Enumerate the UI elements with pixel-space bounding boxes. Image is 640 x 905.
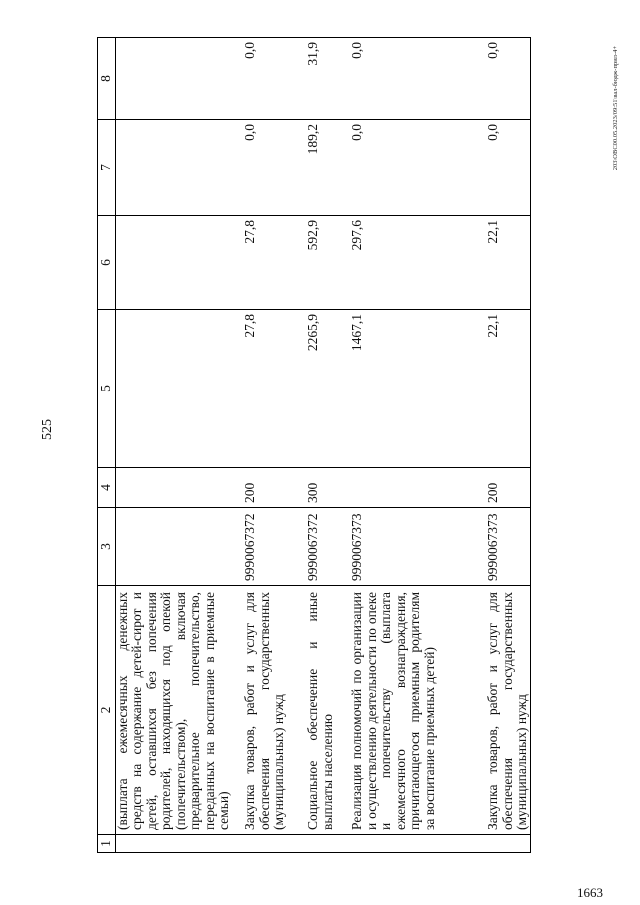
table-cell-value: 27,8	[243, 310, 306, 468]
budget-table-rotated	[97, 38, 562, 853]
table-row	[306, 38, 350, 853]
table-cell-value: 189,2	[306, 120, 350, 216]
table-cell-description: (выплата ежемесячных денежных средств на содержание детей-сирот и детей, оставшихся без попечения родителей, находящихся под опекой (попечительством), включая предварительное попечительство, переданных на воспитание в приемные семьи)	[115, 586, 243, 835]
table-cell-code: 9990067372	[243, 508, 306, 586]
column-header: 5	[98, 310, 116, 468]
column-header: 8	[98, 38, 116, 120]
column-header: 3	[98, 508, 116, 586]
table-cell	[243, 835, 306, 853]
column-header: 1	[98, 835, 116, 853]
table-cell-value: 2265,9	[306, 310, 350, 468]
table-row	[115, 38, 243, 853]
table-cell-value: 0,0	[350, 120, 486, 216]
table-cell-code: 9990067373	[486, 508, 530, 586]
table-cell-type	[115, 468, 243, 508]
table-row	[243, 38, 306, 853]
column-header: 7	[98, 120, 116, 216]
page-number-footer: 1663	[577, 885, 603, 900]
page-number-header: 525	[40, 419, 55, 440]
table-cell-value: 22,1	[486, 310, 530, 468]
table-cell-value: 0,0	[486, 120, 530, 216]
table-cell-value: 0,0	[243, 38, 306, 120]
table-cell-value	[115, 38, 243, 120]
table-cell	[486, 835, 530, 853]
table-cell-value	[115, 310, 243, 468]
table-cell-code: 9990067373	[350, 508, 486, 586]
column-header: 6	[98, 216, 116, 310]
table-cell-value: 0,0	[350, 38, 486, 120]
column-header: 2	[98, 586, 116, 835]
table-cell	[115, 835, 243, 853]
budget-table	[97, 37, 531, 853]
table-cell-value: 592,9	[306, 216, 350, 310]
table-cell-value: 0,0	[486, 38, 530, 120]
table-header-row	[98, 38, 116, 853]
table-cell-type: 200	[486, 468, 530, 508]
document-stamp: 203\ОВС00.05.2023/09:51\вал-бюдж-прил-4+	[612, 46, 619, 171]
table-row	[486, 38, 530, 853]
table-cell-description: Закупка товаров, работ и услуг для обеспечения государственных (муниципальных) нужд	[243, 586, 306, 835]
column-header: 4	[98, 468, 116, 508]
table-cell-description: Реализация полномочий по организации и осуществлению деятельности по опеке и попечительству (выплата ежемесячного вознаграждения, причитающегося приемным родителям за воспитание приемных детей)	[350, 586, 486, 835]
table-cell-type: 300	[306, 468, 350, 508]
table-cell	[350, 835, 486, 853]
table-cell	[306, 835, 350, 853]
table-cell-type: 200	[243, 468, 306, 508]
table-cell-description: Закупка товаров, работ и услуг для обеспечения государственных (муниципальных) нужд	[486, 586, 530, 835]
table-cell-value: 31,9	[306, 38, 350, 120]
table-cell-value: 297,6	[350, 216, 486, 310]
table-cell-type	[350, 468, 486, 508]
table-cell-value: 0,0	[243, 120, 306, 216]
budget-table-container	[97, 38, 562, 853]
table-cell-description: Социальное обеспечение и иные выплаты населению	[306, 586, 350, 835]
table-cell-code	[115, 508, 243, 586]
table-cell-value	[115, 216, 243, 310]
table-cell-value	[115, 120, 243, 216]
table-cell-code: 9990067372	[306, 508, 350, 586]
table-cell-value: 1467,1	[350, 310, 486, 468]
table-cell-value: 27,8	[243, 216, 306, 310]
table-cell-value: 22,1	[486, 216, 530, 310]
table-row	[350, 38, 486, 853]
